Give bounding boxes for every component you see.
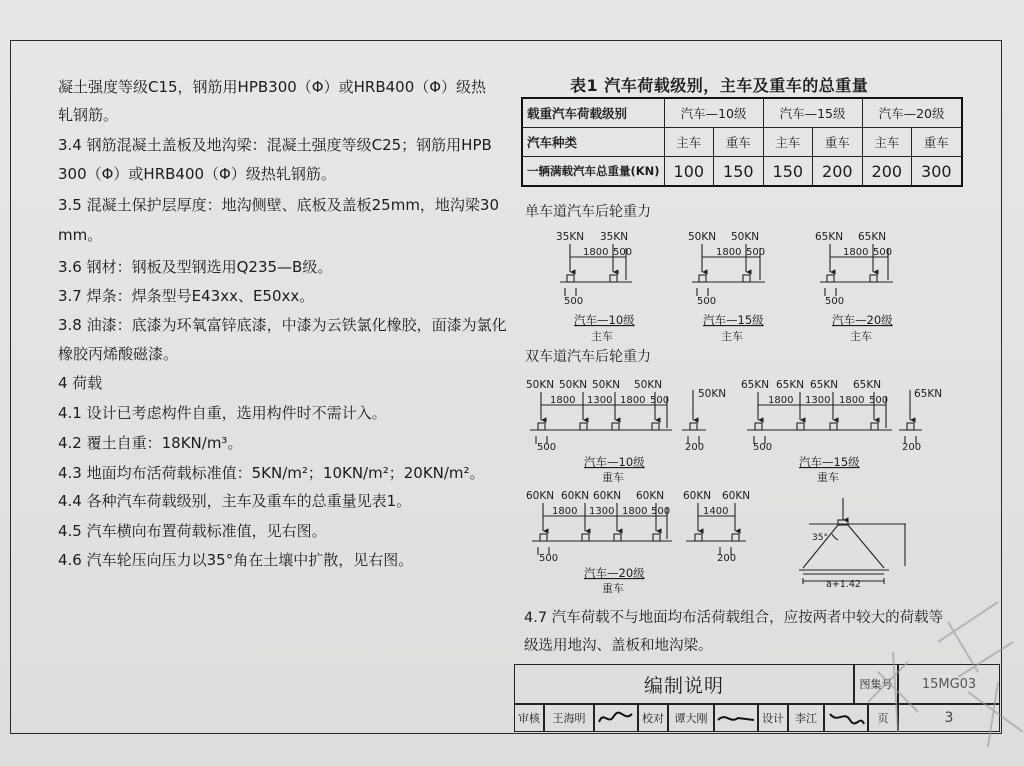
table-cell: 主车 xyxy=(862,128,911,157)
text-line: 3.7 焊条：焊条型号E43xx、E50xx。 xyxy=(58,287,315,305)
diagram-kind: 重车 xyxy=(602,582,624,595)
dim-label: 1800 xyxy=(583,247,609,258)
ground-label: 500 xyxy=(539,553,559,564)
table-cell: 汽车—10级 xyxy=(664,98,763,128)
dim-label: 1800 xyxy=(552,506,578,517)
checker-name: 谭大刚 xyxy=(668,704,714,732)
load-label: 35KN xyxy=(556,231,585,243)
side-load-label: 60KN xyxy=(722,490,751,502)
table-cell: 100 xyxy=(664,157,714,187)
load-label: 50KN xyxy=(634,379,663,391)
ground-label: 500 xyxy=(697,296,717,307)
page-number: 3 xyxy=(898,704,1000,732)
note-line: 级选用地沟、盖板和地沟梁。 xyxy=(524,638,713,654)
load-label: 65KN xyxy=(810,379,839,391)
text-line: 4 荷载 xyxy=(58,374,103,392)
side-ground-label: 200 xyxy=(685,442,705,453)
dim-label: 500 xyxy=(613,247,633,258)
diagram-name: 汽车—15级 xyxy=(703,313,764,327)
diagram-d20 xyxy=(526,490,750,595)
diagram-kind: 主车 xyxy=(591,330,613,343)
reviewer-signature xyxy=(594,704,638,732)
text-line: 4.5 汽车横向布置荷载标准值，见右图。 xyxy=(58,522,327,540)
load-label: 50KN xyxy=(526,379,555,391)
dim-label: 1800 xyxy=(768,395,794,406)
dim-label: 1300 xyxy=(587,395,613,406)
diagram-d10 xyxy=(526,379,726,484)
diagram-s15 xyxy=(688,231,765,343)
title-block xyxy=(514,664,1000,732)
load-label: 60KN xyxy=(636,490,665,502)
diagram-name: 汽车—20级 xyxy=(832,313,893,327)
text-line: 4.6 汽车轮压向压力以35°角在土壤中扩散，见右图。 xyxy=(58,551,414,569)
side-load-label: 65KN xyxy=(914,388,943,400)
text-line: 4.2 覆土自重：18KN/m³。 xyxy=(58,434,243,452)
text-line: 300（Φ）或HRB400（Φ）级热轧钢筋。 xyxy=(58,165,336,183)
diagram-d15 xyxy=(741,379,942,484)
text-line: 3.5 混凝土保护层厚度：地沟侧壁、底板及盖板25mm，地沟梁30 xyxy=(58,196,500,214)
dim-label: 500 xyxy=(869,395,889,406)
designer-signature xyxy=(824,704,868,732)
ground-label: 500 xyxy=(537,442,557,453)
ground-label: 500 xyxy=(564,296,584,307)
load-label: 65KN xyxy=(776,379,805,391)
dim-label: 500 xyxy=(746,247,766,258)
diagram-name: 汽车—20级 xyxy=(584,566,645,580)
diagram-name: 汽车—15级 xyxy=(799,455,860,469)
atlas-number: 15MG03 xyxy=(898,664,1000,704)
table-title: 表1 汽车荷载级别，主车及重车的总重量 xyxy=(570,76,869,95)
diagram-kind: 重车 xyxy=(602,471,624,484)
table-cell: 150 xyxy=(714,157,764,187)
width-label: a+1.42 xyxy=(826,579,861,590)
table-cell: 重车 xyxy=(813,128,863,157)
reviewer-name: 王海明 xyxy=(544,704,594,732)
diagram-s20 xyxy=(815,231,893,343)
table-cell: 200 xyxy=(862,157,911,187)
table-row-label: 载重汽车荷载级别 xyxy=(522,98,664,128)
load-label: 50KN xyxy=(688,231,717,243)
side-load-label: 50KN xyxy=(698,388,727,400)
note-line: 4.7 汽车荷载不与地面均布活荷载组合，应按两者中较大的荷载等 xyxy=(524,610,944,626)
dim-label: 500 xyxy=(873,247,893,258)
table-cell: 主车 xyxy=(664,128,714,157)
load-label: 60KN xyxy=(593,490,622,502)
diagram-kind: 重车 xyxy=(817,471,839,484)
text-line: 4.1 设计已考虑构件自重，选用构件时不需计入。 xyxy=(58,404,387,422)
table-row-label: 汽车种类 xyxy=(522,128,664,157)
signature-mark xyxy=(826,708,866,728)
page-label: 页 xyxy=(868,704,898,732)
load-label: 50KN xyxy=(559,379,588,391)
atlas-label: 图集号 xyxy=(854,664,898,704)
dim-label: 1800 xyxy=(843,247,869,258)
table-cell: 重车 xyxy=(912,128,962,157)
diagram-s10 xyxy=(556,231,635,343)
dim-label: 1800 xyxy=(620,395,646,406)
table-cell: 主车 xyxy=(763,128,813,157)
load-label: 65KN xyxy=(853,379,882,391)
designer-name: 李江 xyxy=(788,704,824,732)
table-cell: 汽车—20级 xyxy=(862,98,962,128)
diagram-name: 汽车—10级 xyxy=(584,455,645,469)
double-lane-title: 双车道汽车后轮重力 xyxy=(525,349,651,365)
text-line: 3.6 钢材：钢板及型钢选用Q235—B级。 xyxy=(58,258,333,276)
text-line: 3.4 钢筋混凝土盖板及地沟梁：混凝土强度等级C25；钢筋用HPB xyxy=(58,136,492,154)
diagram-name: 汽车—10级 xyxy=(574,313,635,327)
drawing-title: 编制说明 xyxy=(514,664,854,704)
angle-label: 35° xyxy=(812,533,828,543)
load-label: 65KN xyxy=(858,231,887,243)
single-lane-title: 单车道汽车后轮重力 xyxy=(525,204,651,220)
dim-label: 500 xyxy=(651,506,671,517)
text-line: 轧钢筋。 xyxy=(58,106,119,124)
pressure-spread-diagram xyxy=(799,498,906,590)
load-label: 60KN xyxy=(561,490,590,502)
ground-label: 500 xyxy=(825,296,845,307)
table-cell: 200 xyxy=(813,157,863,187)
text-line: 橡胶丙烯酸磁漆。 xyxy=(58,345,179,363)
table-row-label: 一辆满载汽车总重量(KN) xyxy=(522,157,664,187)
dim-label: 500 xyxy=(650,395,670,406)
design-label: 设计 xyxy=(758,704,788,732)
table-cell: 汽车—15级 xyxy=(763,98,862,128)
checker-signature xyxy=(714,704,758,732)
dim-label: 1800 xyxy=(716,247,742,258)
table-cell: 300 xyxy=(912,157,962,187)
signature-mark xyxy=(596,708,636,728)
load-label: 60KN xyxy=(526,490,555,502)
load-label: 65KN xyxy=(741,379,770,391)
check-label: 校对 xyxy=(638,704,668,732)
text-line: mm。 xyxy=(58,226,103,244)
text-line: 3.8 油漆：底漆为环氧富锌底漆，中漆为云铁氯化橡胶，面漆为氯化 xyxy=(58,316,507,334)
side-load-label: 60KN xyxy=(683,490,712,502)
dim-label: 1400 xyxy=(703,506,729,517)
dim-label: 1300 xyxy=(589,506,615,517)
text-line: 4.4 各种汽车荷载级别，主车及重车的总重量见表1。 xyxy=(58,492,412,510)
text-line: 4.3 地面均布活荷载标准值：5KN/m²；10KN/m²；20KN/m²。 xyxy=(58,464,485,482)
load-label: 35KN xyxy=(600,231,629,243)
dim-label: 1800 xyxy=(550,395,576,406)
table-cell: 150 xyxy=(763,157,813,187)
dim-label: 1300 xyxy=(805,395,831,406)
ground-label: 500 xyxy=(753,442,773,453)
load-label: 50KN xyxy=(731,231,760,243)
diagram-kind: 主车 xyxy=(850,330,872,343)
load-label: 65KN xyxy=(815,231,844,243)
dim-label: 1800 xyxy=(839,395,865,406)
load-label: 50KN xyxy=(592,379,621,391)
text-line: 凝土强度等级C15，钢筋用HPB300（Φ）或HRB400（Φ）级热 xyxy=(58,78,487,96)
review-label: 审核 xyxy=(514,704,544,732)
side-ground-label: 200 xyxy=(717,553,737,564)
table-cell: 重车 xyxy=(714,128,764,157)
diagram-kind: 主车 xyxy=(721,330,743,343)
side-ground-label: 200 xyxy=(902,442,922,453)
signature-mark xyxy=(716,708,756,728)
dim-label: 1800 xyxy=(622,506,648,517)
